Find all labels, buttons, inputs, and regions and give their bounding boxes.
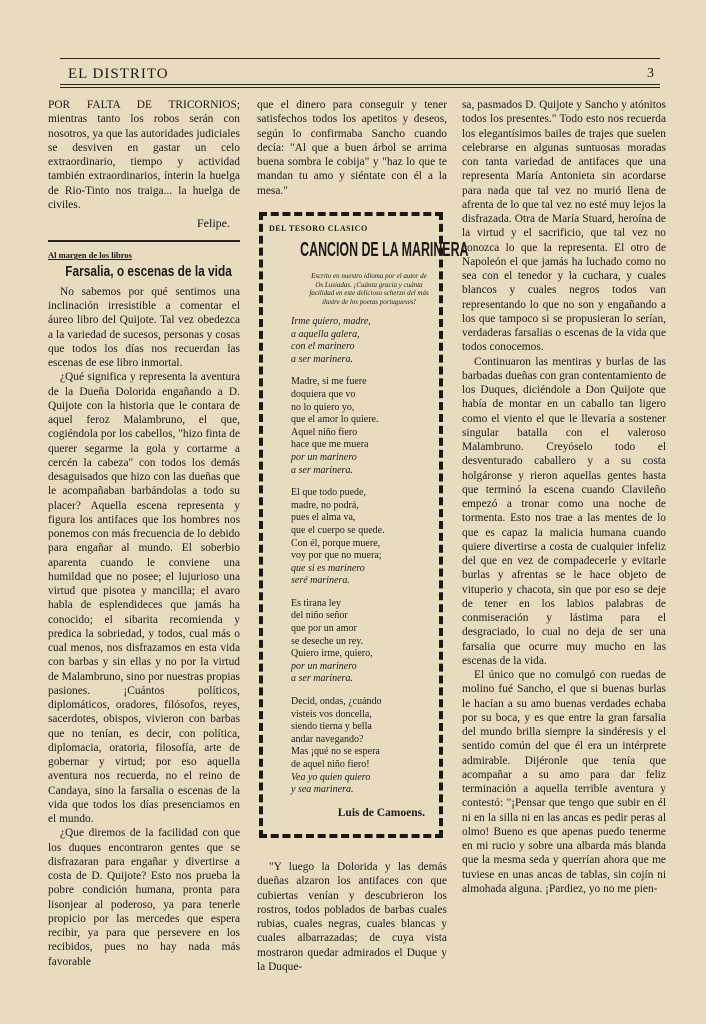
column-1-paragraph-1: POR FALTA DE TRICORNIOS; mientras tanto los robos serán con nosotros, ya que las autoridades judiciales se desviven en gastar un celo extraordinario, tiempo y actividad también extraordinarios, ínterin la huelga de Rio-Tinto nos traiga... la huelga de civiles. — [48, 99, 240, 211]
poem-stanza-5 — [291, 696, 433, 797]
poem-stanza-4 — [291, 598, 433, 686]
poem-line: madre, no podrá, — [291, 499, 359, 511]
poem-line: El que todo puede, — [291, 487, 366, 499]
poem-line: que si es marinero — [291, 562, 365, 574]
article-paragraph-3: ¿Que diremos de la facilidad con que los duques encontraron gentes que se disfrazaran para engañar y divertirse a costa de D. Quijote? Esto nos prueba la pobre condición humana, pronta para lisonjear al poderoso, ya para tenerle propicio por las mercedes que espera recibir, ya para que persevere en los recibidos, pues no hay nada más favorable — [48, 827, 240, 968]
article-headline: Farsalia, o escenas de la vida — [65, 263, 232, 280]
header-rule-bottom-1 — [60, 84, 660, 85]
poem-line: Con él, porque muere, — [291, 537, 381, 549]
page-number: 3 — [647, 66, 654, 81]
poem-line: por un marinero — [291, 660, 357, 672]
poem-line: Es tirana ley — [291, 597, 341, 609]
poem-line: Madre, si me fuere — [291, 376, 367, 388]
poem-line: por un marinero — [291, 451, 357, 463]
poem-line: seré marinera. — [291, 575, 350, 587]
poem-line: Mas ¡qué no se espera — [291, 746, 380, 758]
poem-stanza-2 — [291, 376, 433, 477]
article-paragraph-1: No sabemos por qué sentimos una inclinación irresistible a comentar el áureo libro del Quijote. Tal vez obedezca a la variedad de sucesos, personas y cosas que todos los días nos recuerdan las escenas de ese libro inmortal. — [48, 285, 240, 369]
poem-line: pues el alma va, — [291, 512, 356, 524]
poem-line: se deseche un rey. — [291, 635, 364, 647]
poem-line: Irme quiero, madre, — [291, 316, 371, 327]
column-3-paragraph-2: Continuaron las mentiras y burlas de las barbadas dueñas con gran contentamiento de los Duques, diciéndole a Don Quijote que había de montar en un caballo tan ligero como el viento el que le llevaría a sostener singular batalla con el valeroso Malambruno. Creyóselo todo el desventurado caballero y a su costa holgáronse y rieron aquellas gentes hasta que terminó la escena cuando Clavileño empezó a tronar como una noche de tormenta. Esto nos trae a las mentes de lo que es capaz la malicia humana cuando quiere divertirse a costa de cualquier infeliz del que en vez de compadecerle y evitarle burlas y afrentas se le hace objeto de vituperio y chacota, sin que por eso se deje de tener en los labios palabras de conmiseración y lástima para el desgraciado, lo cual no deja de ser una farsalia que ocurre muy mucho en las escenas de la vida. — [462, 355, 667, 667]
poem-line: siendo tierna y bella — [291, 721, 372, 733]
poem-line: y sea marinera. — [291, 784, 354, 796]
header-rule-bottom-2 — [60, 87, 660, 88]
page-header — [60, 58, 660, 88]
poem-stanza-1 — [291, 316, 433, 366]
poem-line: doquiera que vo — [291, 388, 356, 400]
masthead: EL DISTRITO — [68, 66, 169, 82]
section-divider — [48, 240, 240, 242]
poem-note: Escrito en nuestro idioma por el autor de Os Lusiadas. ¡Cuánta gracia y cuánta facilidad en este delicioso scherzo del más ilustre de los poetas portugueses! — [309, 272, 429, 306]
column-2-paragraph-2: "Y luego la Dolorida y las demás dueñas alzaron los antifaces con que cubiertas venían y descubrieron los rostros, todos poblados de barbas cuales rubias, cuales negras, cuales blancas y cuales albarrazadas; de cuya vista mostraron quedar admirados el Duque y la Duque- — [257, 861, 447, 973]
poem-line: hace que me muera — [291, 439, 369, 451]
poem-line: Vea yo quien quiero — [291, 771, 371, 783]
column-1 — [48, 98, 240, 969]
poem-line: Quiero irme, quiero, — [291, 648, 373, 660]
column-3-paragraph-3: El único que no comulgó con ruedas de molino fué Sancho, el que si buenas burlas le hacían a su amo buenas verdades echaba por su boca, y es que entre la gran farsalia del mundo brilla siempre la sindéresis y el sentido común del que él era un intérprete admirable. Dijéronle que tenía que acompañar a su amo para dar feliz terminación a aquella terrible aventura y contestó: "¡Pensar que tengo que subir en él ni en la silla ni en las ancas es pedir peras al olmo! Bueno es que apenas puedo tenerme en mi rucio y sobre una albarda más blanda que la mesma seda y querrían ahora que me tuviese en unas ancas de tablas, sin cojín ni almohada alguna. ¡Pardiez, yo no me pien- — [462, 669, 666, 895]
poem-line: a ser marinera. — [291, 353, 353, 365]
column-3-paragraph-1: sa, pasmados D. Quijote y Sancho y atónitos todos los presentes." Todo esto nos recuerda los elegantísimos bailes de trajes que suelen celebrarse en algunas suntuosas moradas con tanta variedad de antifaces que una representa María Antonieta sin acordarse para nada que tal vez no murió llena de afrenta de lo que tal vez no esté muy lejos la disfrazada. Otra de María Stuard, heroína de la virtud y el sacrificio, que tal vez no conozca lo que la representa. El otro de Napoleón el que jamás ha luchado como no sea con el tenedor y la cuchara, y cuales blancos y cuales negros todos van representando lo que no son y engañando a los que tampoco si se propusieran lo serían, verdaderas farsalias o escenas de la vida que todos conocemos. — [462, 99, 666, 354]
poem-line: de aquel niño fiero! — [291, 759, 370, 770]
poem-line: a ser marinera. — [291, 464, 353, 476]
poem-line: a ser marinera. — [291, 673, 353, 685]
poem-kicker: DEL TESORO CLASICO — [269, 224, 368, 233]
poem-author: Luis de Camoens. — [337, 806, 425, 819]
poem-line: Decid, ondas, ¿cuándo — [291, 696, 382, 708]
section-kicker: Al margen de los libros — [48, 250, 132, 261]
column-2-top — [257, 98, 447, 198]
column-3 — [462, 98, 666, 896]
poem-line: a aquella galera, — [291, 328, 360, 340]
poem-line: que el amor lo quiere. — [291, 414, 379, 426]
article-paragraph-2: ¿Qué significa y representa la aventura de la Dueña Dolorida engañando a D. Quijote con la historia que le contara de aquel feroz Malambruno, el que, cogiéndola por los cabellos, "hizo finta de querer segarme la gola y cortarme a cercén la cabeza" con todos los demás desaguisados que hizo con las dueñas que le acompañaban barbándolas a todo su placer? Aquella escena representa y figura los antifaces que los hombres nos ponemos con más frecuencia de lo debido para engañar al mundo. El soberbio aparenta cuando le conviene una humildad que no posee; el lujurioso una virtud que pisotea y mancilla; el avaro habla de esplendideces que jamás ha conocido; el sibarita recomienda y predica la sobriedad, y todos, cual más o cual menos, nos disfrazamos en esta vida con barbas y sin ellas y no por la virtud de Malambruno, sino por nuestras propias pasiones. ¡Cuántos políticos, diplomáticos, oradores, filósofos, reyes, sacerdotes, obispos, vivieron con barbas que no tenían, es decir, con política, diplomacia, oratoria, filosofía, arte de gobernar y virtud; por eso aquella aventura nos recuerda, no el reino de Candaya, sino la farsalia o escenas de la vida que todos los días presenciamos en el mundo. — [48, 371, 240, 825]
header-rule-top — [60, 58, 660, 59]
poem-title: CANCION DE LA MARINERA — [300, 239, 469, 261]
poem-line: del niño señor — [291, 610, 348, 622]
poem-line: Aquel niño fiero — [291, 426, 358, 438]
poem-line: que el cuerpo se quede. — [291, 524, 385, 536]
poem-line: visteis vos doncella, — [291, 708, 372, 720]
poem-line: con el marinero — [291, 341, 355, 353]
poem-box — [259, 212, 469, 838]
poem-line: que por un amor — [291, 623, 357, 635]
poem-stanza-3 — [291, 487, 433, 588]
column-2-paragraph-1: que el dinero para conseguir y tener satisfechos todos los apetitos y deseos, según lo confirmaba Sancho cuando decía: "Al que a buen árbol se arrima buena sombra le cobija" y "haz lo que te mandan tu amo y siéntate con él a la mesa." — [257, 99, 447, 197]
signature: Felipe. — [197, 216, 230, 230]
poem-line: andar navegando? — [291, 733, 364, 745]
column-2-bottom — [257, 860, 447, 974]
poem-line: no lo quiero yo, — [291, 401, 355, 413]
poem-line: voy por que no muera; — [291, 550, 382, 562]
